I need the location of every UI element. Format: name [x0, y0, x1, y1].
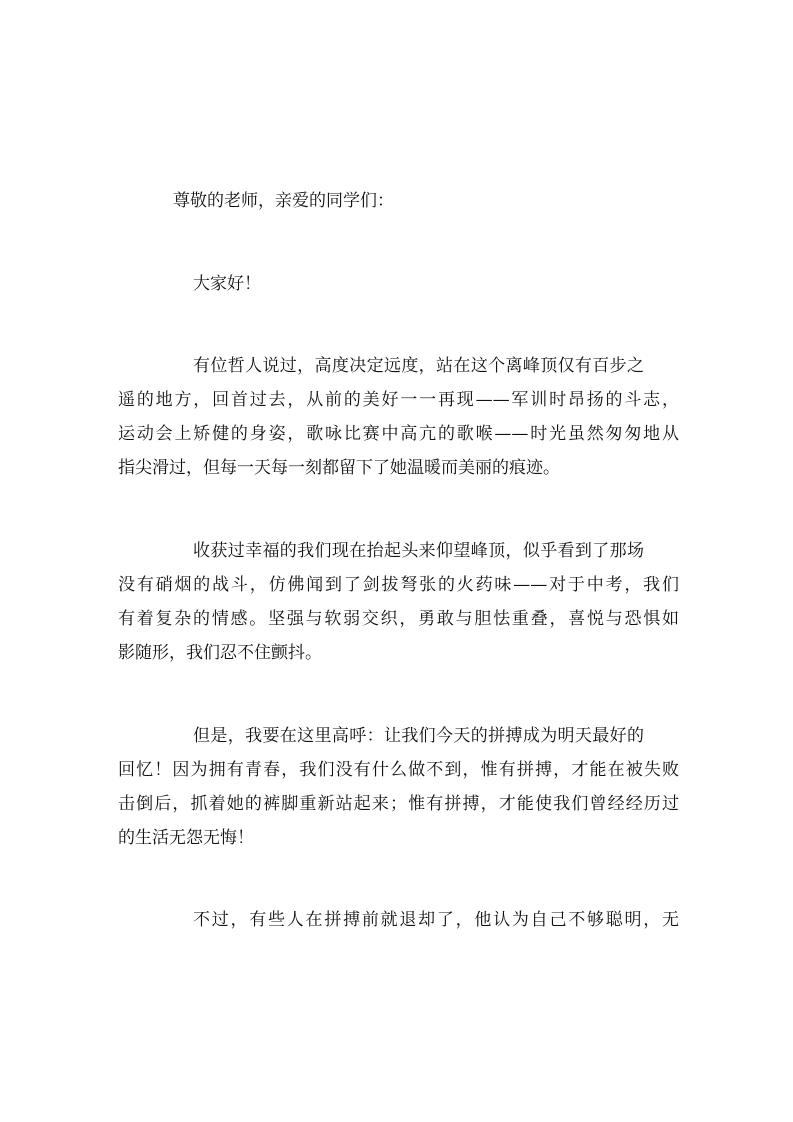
paragraph-2-line-4: 影随形，我们忍不住颤抖。 — [118, 643, 322, 663]
paragraph-2-line-3: 有着复杂的情感。坚强与软弱交织，勇敢与胆怯重叠，喜悦与恐惧如 — [118, 609, 679, 629]
paragraph-1-line-1: 有位哲人说过，高度决定远度，站在这个离峰顶仅有百步之 — [193, 356, 644, 376]
paragraph-3-line-1: 但是，我要在这里高呼：让我们今天的拼搏成为明天最好的 — [193, 726, 644, 746]
paragraph-2-line-1: 收获过幸福的我们现在抬起头来仰望峰顶，似乎看到了那场 — [193, 541, 644, 561]
paragraph-3-line-3: 击倒后，抓着她的裤脚重新站起来；惟有拼搏，才能使我们曾经经历过 — [118, 794, 679, 814]
greeting: 大家好！ — [193, 274, 261, 294]
salutation: 尊敬的老师，亲爱的同学们： — [173, 191, 394, 211]
paragraph-3-line-2: 回忆！因为拥有青春，我们没有什么做不到，惟有拼搏，才能在被失败 — [118, 760, 679, 780]
paragraph-1-line-2: 遥的地方，回首过去，从前的美好一一再现——军训时昂扬的斗志， — [118, 390, 679, 410]
paragraph-3-line-4: 的生活无怨无悔！ — [118, 828, 254, 848]
paragraph-1-line-3: 运动会上矫健的身姿，歌咏比赛中高亢的歌喉——时光虽然匆匆地从 — [118, 424, 679, 444]
paragraph-1-line-4: 指尖滑过，但每一天每一刻都留下了她温暖而美丽的痕迹。 — [118, 458, 560, 478]
paragraph-2-line-2: 没有硝烟的战斗，仿佛闻到了剑拔弩张的火药味——对于中考，我们 — [118, 575, 679, 595]
paragraph-4-line-1: 不过，有些人在拼搏前就退却了，他认为自己不够聪明，无 — [193, 910, 679, 930]
